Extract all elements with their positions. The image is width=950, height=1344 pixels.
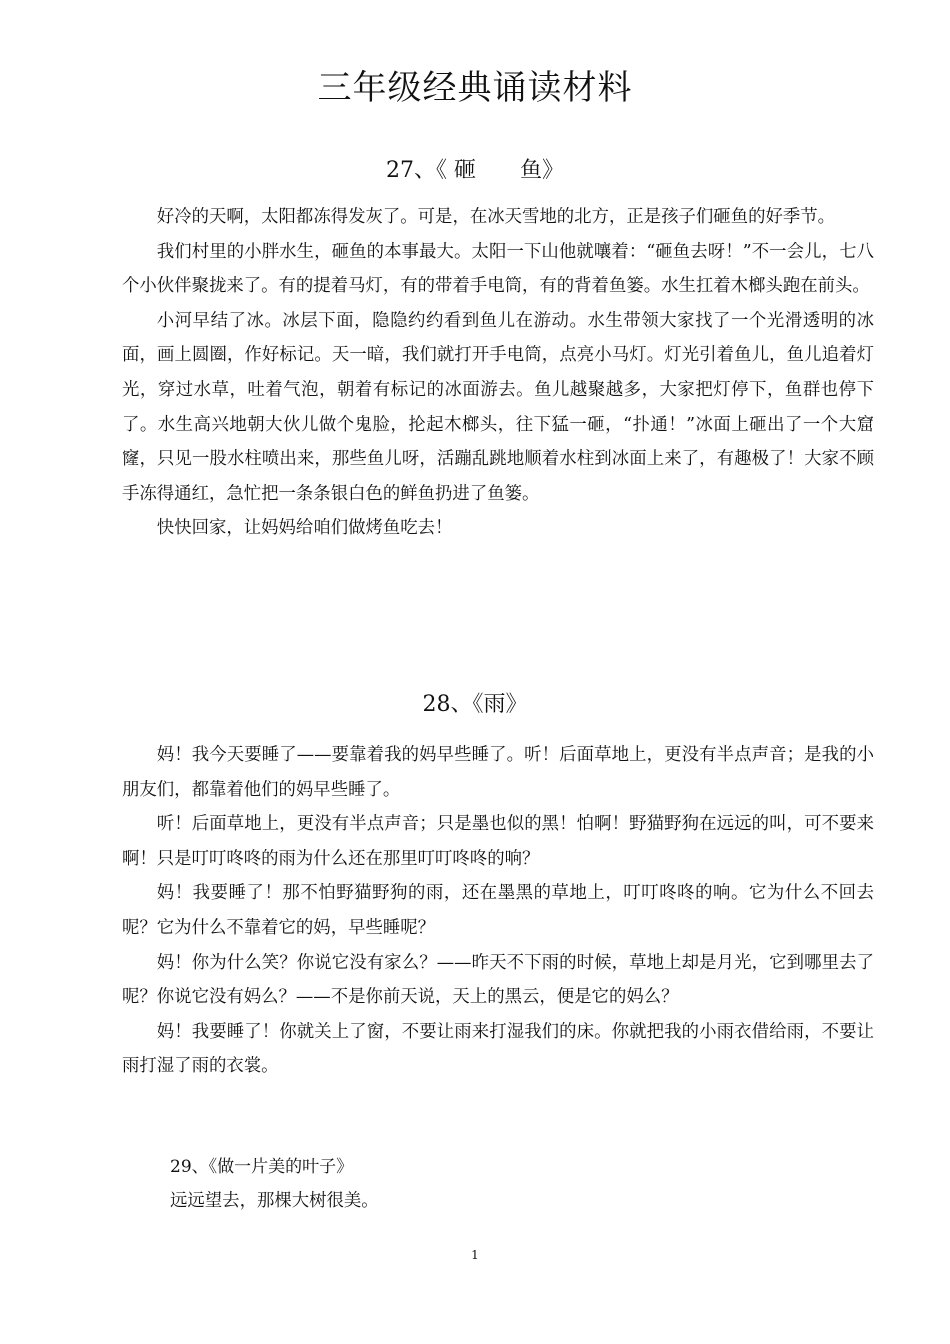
section-28-body (122, 738, 874, 1084)
paragraph: 小河早结了冰。冰层下面，隐隐约约看到鱼儿在游动。水生带领大家找了一个光滑透明的冰面，画上圆圈，作好标记。天一暗，我们就打开手电筒，点亮小马灯。灯光引着鱼儿，鱼儿追着灯光，穿过水草，吐着气泡，朝着有标记的冰面游去。鱼儿越聚越多，大家把灯停下，鱼群也停下了。水生高兴地朝大伙儿做个鬼脸，抡起木榔头，往下猛一砸，“扑通！”冰面上砸出了一个大窟窿，只见一股水柱喷出来，那些鱼儿呀，活蹦乱跳地顺着水柱到冰面上来了，有趣极了！大家不顾手冻得通红，急忙把一条条银白色的鲜鱼扔进了鱼篓。 (122, 310, 874, 504)
section-29-first-line: 远远望去，那棵大树很美。 (170, 1191, 379, 1211)
paragraph: 妈！我要睡了！你就关上了窗，不要让雨来打湿我们的床。你就把我的小雨衣借给雨，不要让雨打湿了雨的衣裳。 (122, 1021, 874, 1077)
section-27-body (122, 200, 874, 546)
paragraph: 妈！你为什么笑？你说它没有家么？——昨天不下雨的时候，草地上却是月光，它到哪里去了呢？你说它没有妈么？——不是你前天说，天上的黑云，便是它的妈么？ (122, 952, 874, 1008)
paragraph: 好冷的天啊，太阳都冻得发灰了。可是，在冰天雪地的北方，正是孩子们砸鱼的好季节。 (156, 207, 836, 227)
paragraph: 快快回家，让妈妈给咱们做烤鱼吃去！ (156, 518, 453, 539)
section-27-title: 27、《 砸 鱼》 (386, 158, 564, 183)
section-29-title: 29、《做一片美的叶子》 (170, 1157, 354, 1177)
page-number: 1 (471, 1248, 479, 1262)
document-title: 三年级经典诵读材料 (317, 68, 633, 108)
paragraph: 妈！我要睡了！那不怕野猫野狗的雨，还在墨黑的草地上，叮叮咚咚的响。它为什么不回去呢？它为什么不靠着它的妈，早些睡呢？ (122, 883, 874, 938)
paragraph: 妈！我今天要睡了——要靠着我的妈早些睡了。听！后面草地上，更没有半点声音；是我的小朋友们，都靠着他们的妈早些睡了。 (122, 745, 874, 800)
paragraph: 听！后面草地上，更没有半点声音；只是墨也似的黑！怕啊！野猫野狗在远远的叫，可不要来啊！只是叮叮咚咚的雨为什么还在那里叮叮咚咚的响？ (122, 814, 874, 869)
paragraph: 我们村里的小胖水生，砸鱼的本事最大。太阳一下山他就嚷着：“砸鱼去呀！”不一会儿，七八个小伙伴聚拢来了。有的提着马灯，有的带着手电筒，有的背着鱼篓。水生扛着木榔头跑在前头。 (122, 241, 874, 297)
section-28-title: 28、《雨》 (422, 692, 528, 717)
